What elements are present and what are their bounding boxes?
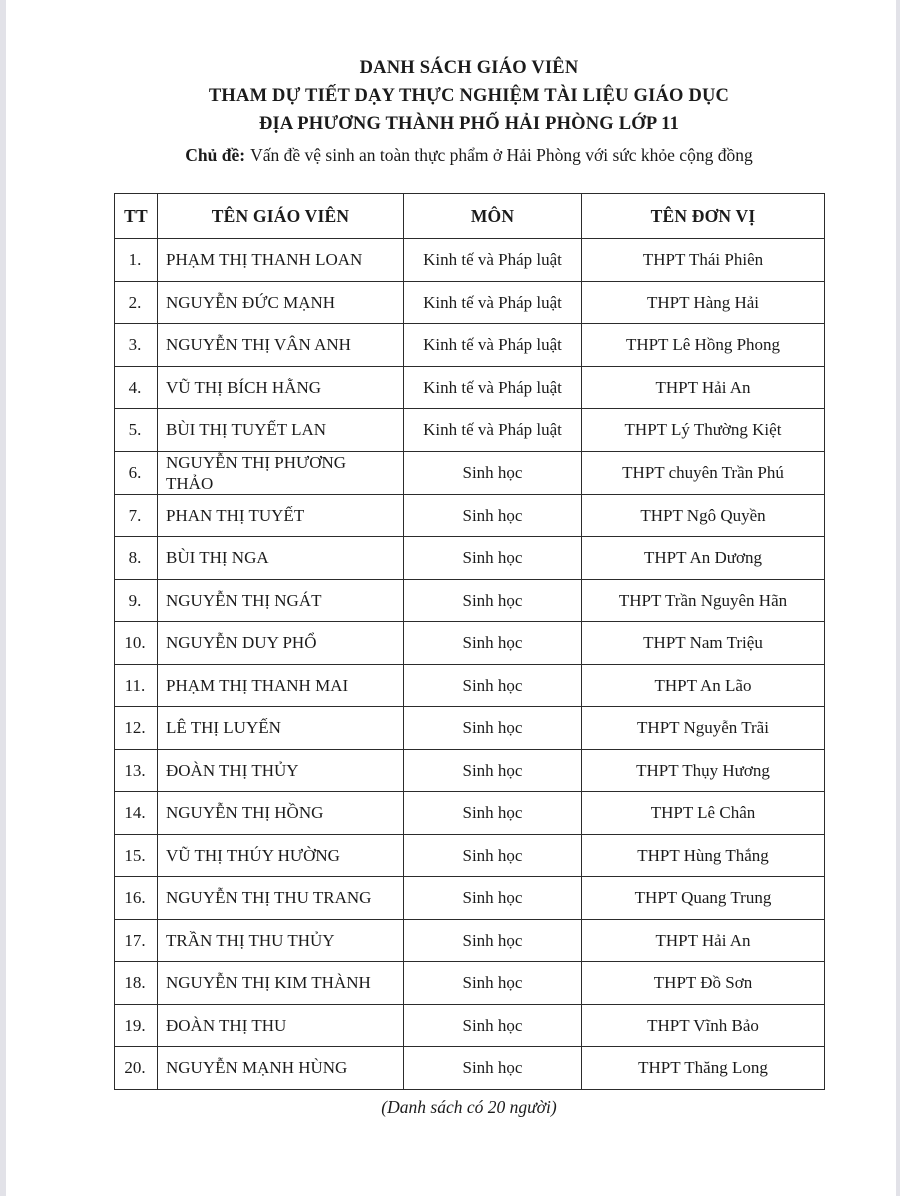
table-row (115, 409, 825, 452)
cell-unit: THPT Ngô Quyền (582, 494, 825, 537)
table-row (115, 877, 825, 920)
cell-subject: Kinh tế và Pháp luật (404, 281, 582, 324)
cell-subject: Sinh học (404, 579, 582, 622)
cell-tt: 16. (115, 877, 158, 920)
table-row (115, 919, 825, 962)
cell-unit: THPT An Dương (582, 537, 825, 580)
cell-unit: THPT Quang Trung (582, 877, 825, 920)
table-row (115, 749, 825, 792)
cell-tt: 12. (115, 707, 158, 750)
cell-tt: 19. (115, 1004, 158, 1047)
cell-name: LÊ THỊ LUYẾN (158, 707, 404, 750)
cell-unit: THPT Đồ Sơn (582, 962, 825, 1005)
cell-name: NGUYỄN THỊ NGÁT (158, 579, 404, 622)
table-row (115, 834, 825, 877)
title-line-1: DANH SÁCH GIÁO VIÊN (359, 58, 579, 78)
cell-name: VŨ THỊ BÍCH HẰNG (158, 366, 404, 409)
cell-name: BÙI THỊ NGA (158, 537, 404, 580)
cell-name: NGUYỄN THỊ HỒNG (158, 792, 404, 835)
cell-subject: Kinh tế và Pháp luật (404, 324, 582, 367)
cell-subject: Sinh học (404, 834, 582, 877)
title-line-2: THAM DỰ TIẾT DẠY THỰC NGHIỆM TÀI LIỆU GIÁO DỤC (208, 86, 730, 106)
cell-unit: THPT Hàng Hải (582, 281, 825, 324)
title-line-3: ĐỊA PHƯƠNG THÀNH PHỐ HẢI PHÒNG LỚP 11 (258, 114, 680, 134)
table-row (115, 1047, 825, 1090)
cell-subject: Kinh tế và Pháp luật (404, 366, 582, 409)
document-page (114, 54, 824, 1118)
cell-name: NGUYỄN THỊ KIM THÀNH (158, 962, 404, 1005)
cell-name: NGUYỄN THỊ THU TRANG (158, 877, 404, 920)
cell-tt: 1. (115, 239, 158, 282)
table-row (115, 537, 825, 580)
cell-tt: 9. (115, 579, 158, 622)
cell-subject: Sinh học (404, 707, 582, 750)
cell-subject: Sinh học (404, 749, 582, 792)
col-header-tt: TT (115, 194, 158, 239)
topic-label: Chủ đề: (185, 145, 246, 165)
cell-subject: Sinh học (404, 537, 582, 580)
cell-subject: Sinh học (404, 494, 582, 537)
cell-unit: THPT Hải An (582, 919, 825, 962)
cell-name: NGUYỄN THỊ PHƯƠNG THẢO (158, 451, 404, 494)
cell-subject: Sinh học (404, 451, 582, 494)
cell-tt: 8. (115, 537, 158, 580)
cell-unit: THPT Thụy Hương (582, 749, 825, 792)
col-header-subject: MÔN (404, 194, 582, 239)
cell-tt: 3. (115, 324, 158, 367)
page-edge-right (896, 0, 900, 1196)
table-row (115, 366, 825, 409)
col-header-name: TÊN GIÁO VIÊN (158, 194, 404, 239)
cell-unit: THPT An Lão (582, 664, 825, 707)
cell-name: ĐOÀN THỊ THỦY (158, 749, 404, 792)
cell-unit: THPT Lê Chân (582, 792, 825, 835)
cell-name: VŨ THỊ THÚY HƯỜNG (158, 834, 404, 877)
cell-unit: THPT Vĩnh Bảo (582, 1004, 825, 1047)
cell-tt: 2. (115, 281, 158, 324)
table-row (115, 792, 825, 835)
cell-unit: THPT Hải An (582, 366, 825, 409)
table-body (115, 239, 825, 1090)
cell-name: TRẦN THỊ THU THỦY (158, 919, 404, 962)
cell-name: NGUYỄN ĐỨC MẠNH (158, 281, 404, 324)
table-row (115, 281, 825, 324)
cell-tt: 13. (115, 749, 158, 792)
cell-unit: THPT Thăng Long (582, 1047, 825, 1090)
table-row (115, 707, 825, 750)
table-row (115, 494, 825, 537)
cell-subject: Sinh học (404, 1004, 582, 1047)
document-title (114, 54, 824, 138)
table-row (115, 962, 825, 1005)
cell-name: NGUYỄN MẠNH HÙNG (158, 1047, 404, 1090)
cell-subject: Sinh học (404, 622, 582, 665)
table-row (115, 324, 825, 367)
table-row (115, 239, 825, 282)
topic-text: Vấn đề vệ sinh an toàn thực phẩm ở Hải Phòng với sức khỏe cộng đồng (250, 145, 753, 165)
cell-tt: 5. (115, 409, 158, 452)
table-row (115, 451, 825, 494)
cell-subject: Sinh học (404, 664, 582, 707)
cell-unit: THPT Lê Hồng Phong (582, 324, 825, 367)
table-row (115, 579, 825, 622)
cell-name: NGUYỄN THỊ VÂN ANH (158, 324, 404, 367)
cell-tt: 20. (115, 1047, 158, 1090)
cell-subject: Sinh học (404, 1047, 582, 1090)
cell-tt: 18. (115, 962, 158, 1005)
cell-subject: Kinh tế và Pháp luật (404, 409, 582, 452)
cell-subject: Sinh học (404, 877, 582, 920)
cell-tt: 11. (115, 664, 158, 707)
cell-name: PHAN THỊ TUYẾT (158, 494, 404, 537)
cell-tt: 7. (115, 494, 158, 537)
teachers-table (114, 193, 825, 1090)
cell-name: ĐOÀN THỊ THU (158, 1004, 404, 1047)
page-edge-left (0, 0, 6, 1196)
cell-name: PHẠM THỊ THANH MAI (158, 664, 404, 707)
cell-name: BÙI THỊ TUYẾT LAN (158, 409, 404, 452)
cell-tt: 4. (115, 366, 158, 409)
cell-subject: Sinh học (404, 919, 582, 962)
cell-unit: THPT Hùng Thắng (582, 834, 825, 877)
table-header-row (115, 194, 825, 239)
table-row (115, 622, 825, 665)
cell-unit: THPT Lý Thường Kiệt (582, 409, 825, 452)
cell-tt: 10. (115, 622, 158, 665)
cell-tt: 6. (115, 451, 158, 494)
cell-unit: THPT Nam Triệu (582, 622, 825, 665)
cell-unit: THPT chuyên Trần Phú (582, 451, 825, 494)
cell-subject: Kinh tế và Pháp luật (404, 239, 582, 282)
footer-note: (Danh sách có 20 người) (381, 1096, 557, 1117)
cell-tt: 14. (115, 792, 158, 835)
cell-name: PHẠM THỊ THANH LOAN (158, 239, 404, 282)
cell-name: NGUYỄN DUY PHỔ (158, 622, 404, 665)
cell-unit: THPT Nguyễn Trãi (582, 707, 825, 750)
cell-tt: 17. (115, 919, 158, 962)
topic-line (114, 142, 824, 168)
cell-unit: THPT Thái Phiên (582, 239, 825, 282)
cell-subject: Sinh học (404, 792, 582, 835)
cell-subject: Sinh học (404, 962, 582, 1005)
cell-tt: 15. (115, 834, 158, 877)
col-header-unit: TÊN ĐƠN VỊ (582, 194, 825, 239)
cell-unit: THPT Trần Nguyên Hãn (582, 579, 825, 622)
table-row (115, 664, 825, 707)
table-row (115, 1004, 825, 1047)
